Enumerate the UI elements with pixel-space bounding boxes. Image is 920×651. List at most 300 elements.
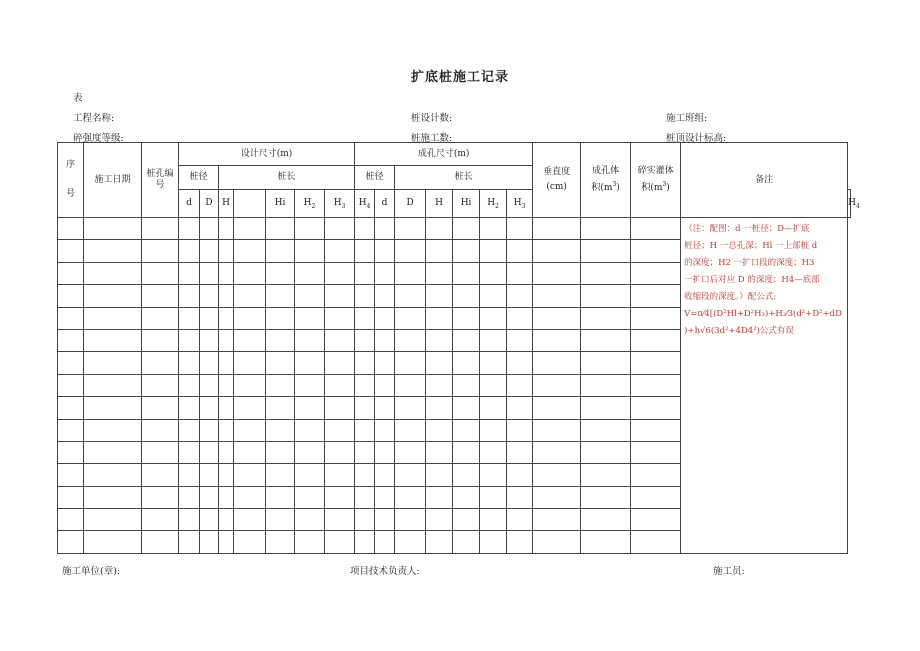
table-cell[interactable] bbox=[453, 352, 480, 374]
table-cell[interactable] bbox=[453, 285, 480, 307]
table-cell[interactable] bbox=[200, 218, 219, 240]
table-cell[interactable] bbox=[200, 240, 219, 262]
table-cell[interactable] bbox=[533, 374, 581, 396]
table-cell[interactable] bbox=[295, 240, 325, 262]
table-cell[interactable] bbox=[581, 352, 631, 374]
table-cell[interactable] bbox=[58, 486, 84, 508]
table-cell[interactable] bbox=[581, 374, 631, 396]
table-cell[interactable] bbox=[395, 240, 426, 262]
table-cell[interactable] bbox=[533, 464, 581, 486]
table-cell[interactable] bbox=[355, 397, 375, 419]
table-cell[interactable] bbox=[325, 486, 355, 508]
table-cell[interactable] bbox=[631, 307, 681, 329]
table-cell[interactable] bbox=[581, 307, 631, 329]
table-cell[interactable] bbox=[84, 441, 142, 463]
table-cell[interactable] bbox=[179, 352, 200, 374]
table-cell[interactable] bbox=[219, 352, 234, 374]
table-cell[interactable] bbox=[219, 397, 234, 419]
table-cell[interactable] bbox=[426, 464, 453, 486]
table-cell[interactable] bbox=[375, 397, 395, 419]
table-cell[interactable] bbox=[480, 262, 507, 284]
table-cell[interactable] bbox=[84, 509, 142, 531]
table-cell[interactable] bbox=[325, 307, 355, 329]
table-cell[interactable] bbox=[453, 218, 480, 240]
table-cell[interactable] bbox=[295, 262, 325, 284]
table-cell[interactable] bbox=[453, 329, 480, 351]
table-cell[interactable] bbox=[581, 419, 631, 441]
table-cell[interactable] bbox=[234, 262, 266, 284]
table-cell[interactable] bbox=[355, 531, 375, 553]
table-cell[interactable] bbox=[234, 329, 266, 351]
table-cell[interactable] bbox=[375, 307, 395, 329]
table-cell[interactable] bbox=[453, 464, 480, 486]
table-cell[interactable] bbox=[507, 464, 533, 486]
table-cell[interactable] bbox=[581, 397, 631, 419]
table-cell[interactable] bbox=[179, 240, 200, 262]
table-cell[interactable] bbox=[375, 374, 395, 396]
table-cell[interactable] bbox=[200, 531, 219, 553]
table-cell[interactable] bbox=[84, 352, 142, 374]
table-cell[interactable] bbox=[631, 486, 681, 508]
table-cell[interactable] bbox=[266, 285, 295, 307]
table-cell[interactable] bbox=[295, 486, 325, 508]
table-cell[interactable] bbox=[142, 419, 179, 441]
table-cell[interactable] bbox=[325, 352, 355, 374]
table-cell[interactable] bbox=[355, 509, 375, 531]
table-cell[interactable] bbox=[507, 374, 533, 396]
table-cell[interactable] bbox=[507, 486, 533, 508]
table-cell[interactable] bbox=[507, 509, 533, 531]
table-cell[interactable] bbox=[200, 419, 219, 441]
table-cell[interactable] bbox=[581, 240, 631, 262]
table-cell[interactable] bbox=[84, 397, 142, 419]
table-cell[interactable] bbox=[234, 218, 266, 240]
table-cell[interactable] bbox=[395, 329, 426, 351]
table-cell[interactable] bbox=[426, 240, 453, 262]
table-cell[interactable] bbox=[395, 374, 426, 396]
table-cell[interactable] bbox=[295, 218, 325, 240]
table-cell[interactable] bbox=[581, 262, 631, 284]
table-cell[interactable] bbox=[295, 374, 325, 396]
table-cell[interactable] bbox=[58, 441, 84, 463]
table-cell[interactable] bbox=[631, 531, 681, 553]
table-cell[interactable] bbox=[507, 441, 533, 463]
table-cell[interactable] bbox=[325, 262, 355, 284]
table-cell[interactable] bbox=[58, 240, 84, 262]
table-cell[interactable] bbox=[234, 464, 266, 486]
table-cell[interactable] bbox=[453, 441, 480, 463]
table-cell[interactable] bbox=[395, 285, 426, 307]
table-cell[interactable] bbox=[58, 285, 84, 307]
table-cell[interactable] bbox=[355, 486, 375, 508]
table-cell[interactable] bbox=[84, 240, 142, 262]
table-cell[interactable] bbox=[480, 486, 507, 508]
table-cell[interactable] bbox=[200, 464, 219, 486]
table-cell[interactable] bbox=[631, 374, 681, 396]
table-cell[interactable] bbox=[142, 397, 179, 419]
table-cell[interactable] bbox=[234, 509, 266, 531]
table-cell[interactable] bbox=[375, 464, 395, 486]
table-cell[interactable] bbox=[507, 285, 533, 307]
table-cell[interactable] bbox=[507, 262, 533, 284]
table-cell[interactable] bbox=[295, 441, 325, 463]
table-cell[interactable] bbox=[533, 441, 581, 463]
table-cell[interactable] bbox=[453, 419, 480, 441]
table-cell[interactable] bbox=[142, 240, 179, 262]
table-cell[interactable] bbox=[266, 464, 295, 486]
table-cell[interactable] bbox=[200, 285, 219, 307]
table-cell[interactable] bbox=[84, 374, 142, 396]
table-cell[interactable] bbox=[395, 419, 426, 441]
table-cell[interactable] bbox=[266, 307, 295, 329]
table-cell[interactable] bbox=[266, 329, 295, 351]
table-cell[interactable] bbox=[395, 531, 426, 553]
table-cell[interactable] bbox=[200, 329, 219, 351]
table-cell[interactable] bbox=[355, 374, 375, 396]
table-cell[interactable] bbox=[631, 218, 681, 240]
table-cell[interactable] bbox=[58, 307, 84, 329]
table-cell[interactable] bbox=[507, 240, 533, 262]
table-cell[interactable] bbox=[219, 240, 234, 262]
table-cell[interactable] bbox=[234, 397, 266, 419]
table-cell[interactable] bbox=[426, 262, 453, 284]
table-cell[interactable] bbox=[355, 262, 375, 284]
table-cell[interactable] bbox=[581, 509, 631, 531]
table-cell[interactable] bbox=[219, 374, 234, 396]
table-cell[interactable] bbox=[355, 285, 375, 307]
table-cell[interactable] bbox=[375, 419, 395, 441]
table-cell[interactable] bbox=[453, 262, 480, 284]
table-cell[interactable] bbox=[325, 531, 355, 553]
table-cell[interactable] bbox=[234, 531, 266, 553]
table-cell[interactable] bbox=[581, 329, 631, 351]
table-cell[interactable] bbox=[84, 218, 142, 240]
table-cell[interactable] bbox=[325, 240, 355, 262]
table-cell[interactable] bbox=[325, 329, 355, 351]
table-cell[interactable] bbox=[266, 218, 295, 240]
table-cell[interactable] bbox=[581, 486, 631, 508]
table-cell[interactable] bbox=[355, 352, 375, 374]
table-cell[interactable] bbox=[375, 329, 395, 351]
table-cell[interactable] bbox=[179, 218, 200, 240]
table-cell[interactable] bbox=[453, 531, 480, 553]
table-cell[interactable] bbox=[84, 531, 142, 553]
table-cell[interactable] bbox=[480, 218, 507, 240]
table-cell[interactable] bbox=[179, 509, 200, 531]
table-cell[interactable] bbox=[533, 509, 581, 531]
table-cell[interactable] bbox=[179, 374, 200, 396]
table-cell[interactable] bbox=[631, 262, 681, 284]
table-cell[interactable] bbox=[200, 307, 219, 329]
table-cell[interactable] bbox=[325, 509, 355, 531]
table-cell[interactable] bbox=[234, 285, 266, 307]
table-cell[interactable] bbox=[179, 397, 200, 419]
table-cell[interactable] bbox=[234, 352, 266, 374]
table-cell[interactable] bbox=[266, 531, 295, 553]
table-cell[interactable] bbox=[179, 307, 200, 329]
table-cell[interactable] bbox=[142, 352, 179, 374]
table-cell[interactable] bbox=[355, 464, 375, 486]
table-cell[interactable] bbox=[453, 509, 480, 531]
table-cell[interactable] bbox=[142, 374, 179, 396]
table-cell[interactable] bbox=[426, 285, 453, 307]
table-cell[interactable] bbox=[200, 262, 219, 284]
table-cell[interactable] bbox=[480, 329, 507, 351]
table-cell[interactable] bbox=[295, 329, 325, 351]
table-cell[interactable] bbox=[295, 531, 325, 553]
table-cell[interactable] bbox=[507, 329, 533, 351]
table-cell[interactable] bbox=[507, 419, 533, 441]
table-cell[interactable] bbox=[480, 464, 507, 486]
table-cell[interactable] bbox=[533, 329, 581, 351]
table-cell[interactable] bbox=[200, 352, 219, 374]
table-cell[interactable] bbox=[58, 262, 84, 284]
table-cell[interactable] bbox=[219, 262, 234, 284]
table-cell[interactable] bbox=[219, 218, 234, 240]
table-cell[interactable] bbox=[266, 441, 295, 463]
table-cell[interactable] bbox=[325, 419, 355, 441]
table-cell[interactable] bbox=[179, 464, 200, 486]
table-cell[interactable] bbox=[426, 441, 453, 463]
table-cell[interactable] bbox=[234, 240, 266, 262]
table-cell[interactable] bbox=[355, 240, 375, 262]
table-cell[interactable] bbox=[375, 441, 395, 463]
table-cell[interactable] bbox=[507, 218, 533, 240]
table-cell[interactable] bbox=[179, 285, 200, 307]
table-cell[interactable] bbox=[295, 352, 325, 374]
table-cell[interactable] bbox=[453, 374, 480, 396]
table-cell[interactable] bbox=[58, 464, 84, 486]
table-cell[interactable] bbox=[631, 419, 681, 441]
table-cell[interactable] bbox=[142, 307, 179, 329]
table-cell[interactable] bbox=[219, 486, 234, 508]
table-cell[interactable] bbox=[355, 307, 375, 329]
table-cell[interactable] bbox=[395, 352, 426, 374]
table-cell[interactable] bbox=[453, 397, 480, 419]
table-cell[interactable] bbox=[84, 285, 142, 307]
table-cell[interactable] bbox=[219, 464, 234, 486]
table-cell[interactable] bbox=[142, 509, 179, 531]
table-cell[interactable] bbox=[395, 307, 426, 329]
table-cell[interactable] bbox=[179, 531, 200, 553]
table-cell[interactable] bbox=[325, 374, 355, 396]
table-cell[interactable] bbox=[234, 307, 266, 329]
table-cell[interactable] bbox=[179, 329, 200, 351]
table-cell[interactable] bbox=[325, 464, 355, 486]
table-cell[interactable] bbox=[266, 486, 295, 508]
table-cell[interactable] bbox=[375, 509, 395, 531]
table-cell[interactable] bbox=[84, 307, 142, 329]
table-cell[interactable] bbox=[631, 329, 681, 351]
table-cell[interactable] bbox=[84, 329, 142, 351]
table-cell[interactable] bbox=[581, 464, 631, 486]
table-cell[interactable] bbox=[453, 307, 480, 329]
table-cell[interactable] bbox=[533, 285, 581, 307]
table-cell[interactable] bbox=[453, 240, 480, 262]
table-cell[interactable] bbox=[234, 486, 266, 508]
table-cell[interactable] bbox=[219, 509, 234, 531]
table-cell[interactable] bbox=[355, 329, 375, 351]
table-cell[interactable] bbox=[533, 531, 581, 553]
table-cell[interactable] bbox=[142, 531, 179, 553]
table-cell[interactable] bbox=[234, 419, 266, 441]
table-cell[interactable] bbox=[375, 240, 395, 262]
table-cell[interactable] bbox=[355, 419, 375, 441]
table-cell[interactable] bbox=[234, 441, 266, 463]
table-cell[interactable] bbox=[533, 486, 581, 508]
table-cell[interactable] bbox=[581, 441, 631, 463]
table-cell[interactable] bbox=[266, 262, 295, 284]
table-cell[interactable] bbox=[266, 419, 295, 441]
table-cell[interactable] bbox=[395, 218, 426, 240]
table-cell[interactable] bbox=[480, 240, 507, 262]
table-cell[interactable] bbox=[84, 262, 142, 284]
table-cell[interactable] bbox=[325, 441, 355, 463]
table-cell[interactable] bbox=[375, 218, 395, 240]
table-cell[interactable] bbox=[395, 262, 426, 284]
table-cell[interactable] bbox=[142, 285, 179, 307]
table-cell[interactable] bbox=[426, 374, 453, 396]
table-cell[interactable] bbox=[219, 531, 234, 553]
table-cell[interactable] bbox=[58, 419, 84, 441]
table-cell[interactable] bbox=[480, 352, 507, 374]
table-cell[interactable] bbox=[142, 329, 179, 351]
table-cell[interactable] bbox=[395, 464, 426, 486]
table-cell[interactable] bbox=[200, 509, 219, 531]
table-cell[interactable] bbox=[58, 374, 84, 396]
table-cell[interactable] bbox=[219, 307, 234, 329]
table-cell[interactable] bbox=[507, 352, 533, 374]
table-cell[interactable] bbox=[295, 419, 325, 441]
table-cell[interactable] bbox=[480, 441, 507, 463]
table-cell[interactable] bbox=[426, 397, 453, 419]
table-cell[interactable] bbox=[179, 441, 200, 463]
table-cell[interactable] bbox=[533, 352, 581, 374]
table-cell[interactable] bbox=[395, 486, 426, 508]
table-cell[interactable] bbox=[142, 441, 179, 463]
table-cell[interactable] bbox=[375, 486, 395, 508]
table-cell[interactable] bbox=[219, 441, 234, 463]
table-cell[interactable] bbox=[533, 307, 581, 329]
table-cell[interactable] bbox=[200, 486, 219, 508]
table-cell[interactable] bbox=[581, 218, 631, 240]
table-cell[interactable] bbox=[631, 441, 681, 463]
table-cell[interactable] bbox=[142, 464, 179, 486]
table-cell[interactable] bbox=[295, 307, 325, 329]
table-cell[interactable] bbox=[480, 531, 507, 553]
table-cell[interactable] bbox=[395, 509, 426, 531]
table-cell[interactable] bbox=[533, 218, 581, 240]
table-cell[interactable] bbox=[375, 262, 395, 284]
table-cell[interactable] bbox=[426, 509, 453, 531]
table-cell[interactable] bbox=[179, 419, 200, 441]
table-cell[interactable] bbox=[581, 531, 631, 553]
table-cell[interactable] bbox=[426, 419, 453, 441]
table-cell[interactable] bbox=[480, 374, 507, 396]
table-cell[interactable] bbox=[355, 218, 375, 240]
table-cell[interactable] bbox=[426, 352, 453, 374]
table-cell[interactable] bbox=[200, 374, 219, 396]
table-cell[interactable] bbox=[84, 486, 142, 508]
table-cell[interactable] bbox=[58, 352, 84, 374]
table-cell[interactable] bbox=[295, 464, 325, 486]
table-cell[interactable] bbox=[58, 509, 84, 531]
table-cell[interactable] bbox=[84, 419, 142, 441]
table-cell[interactable] bbox=[295, 509, 325, 531]
table-cell[interactable] bbox=[480, 285, 507, 307]
table-cell[interactable] bbox=[426, 329, 453, 351]
table-cell[interactable] bbox=[480, 509, 507, 531]
table-cell[interactable] bbox=[219, 329, 234, 351]
table-cell[interactable] bbox=[426, 531, 453, 553]
table-cell[interactable] bbox=[533, 262, 581, 284]
table-cell[interactable] bbox=[58, 218, 84, 240]
table-cell[interactable] bbox=[325, 397, 355, 419]
table-cell[interactable] bbox=[58, 531, 84, 553]
table-cell[interactable] bbox=[234, 374, 266, 396]
table-cell[interactable] bbox=[533, 240, 581, 262]
table-cell[interactable] bbox=[507, 531, 533, 553]
table-cell[interactable] bbox=[266, 509, 295, 531]
table-cell[interactable] bbox=[533, 419, 581, 441]
table-cell[interactable] bbox=[426, 218, 453, 240]
table-cell[interactable] bbox=[631, 509, 681, 531]
table-cell[interactable] bbox=[533, 397, 581, 419]
table-cell[interactable] bbox=[395, 441, 426, 463]
table-cell[interactable] bbox=[480, 419, 507, 441]
table-cell[interactable] bbox=[631, 397, 681, 419]
table-cell[interactable] bbox=[375, 285, 395, 307]
table-cell[interactable] bbox=[395, 397, 426, 419]
table-cell[interactable] bbox=[142, 218, 179, 240]
table-cell[interactable] bbox=[507, 307, 533, 329]
table-cell[interactable] bbox=[631, 240, 681, 262]
table-cell[interactable] bbox=[219, 285, 234, 307]
table-cell[interactable] bbox=[325, 285, 355, 307]
table-cell[interactable] bbox=[142, 262, 179, 284]
table-cell[interactable] bbox=[355, 441, 375, 463]
table-cell[interactable] bbox=[266, 374, 295, 396]
table-cell[interactable] bbox=[179, 486, 200, 508]
table-cell[interactable] bbox=[58, 329, 84, 351]
table-cell[interactable] bbox=[480, 307, 507, 329]
table-cell[interactable] bbox=[581, 285, 631, 307]
table-cell[interactable] bbox=[295, 285, 325, 307]
table-cell[interactable] bbox=[507, 397, 533, 419]
table-cell[interactable] bbox=[426, 307, 453, 329]
table-cell[interactable] bbox=[426, 486, 453, 508]
table-cell[interactable] bbox=[266, 240, 295, 262]
table-cell[interactable] bbox=[375, 352, 395, 374]
table-cell[interactable] bbox=[58, 397, 84, 419]
table-cell[interactable] bbox=[219, 419, 234, 441]
table-cell[interactable] bbox=[325, 218, 355, 240]
table-cell[interactable] bbox=[480, 397, 507, 419]
table-cell[interactable] bbox=[375, 531, 395, 553]
table-cell[interactable] bbox=[266, 352, 295, 374]
table-cell[interactable] bbox=[295, 397, 325, 419]
table-cell[interactable] bbox=[266, 397, 295, 419]
table-cell[interactable] bbox=[200, 397, 219, 419]
table-cell[interactable] bbox=[142, 486, 179, 508]
table-cell[interactable] bbox=[631, 285, 681, 307]
table-cell[interactable] bbox=[179, 262, 200, 284]
table-cell[interactable] bbox=[200, 441, 219, 463]
table-cell[interactable] bbox=[453, 486, 480, 508]
table-cell[interactable] bbox=[631, 464, 681, 486]
table-cell[interactable] bbox=[631, 352, 681, 374]
table-cell[interactable] bbox=[84, 464, 142, 486]
